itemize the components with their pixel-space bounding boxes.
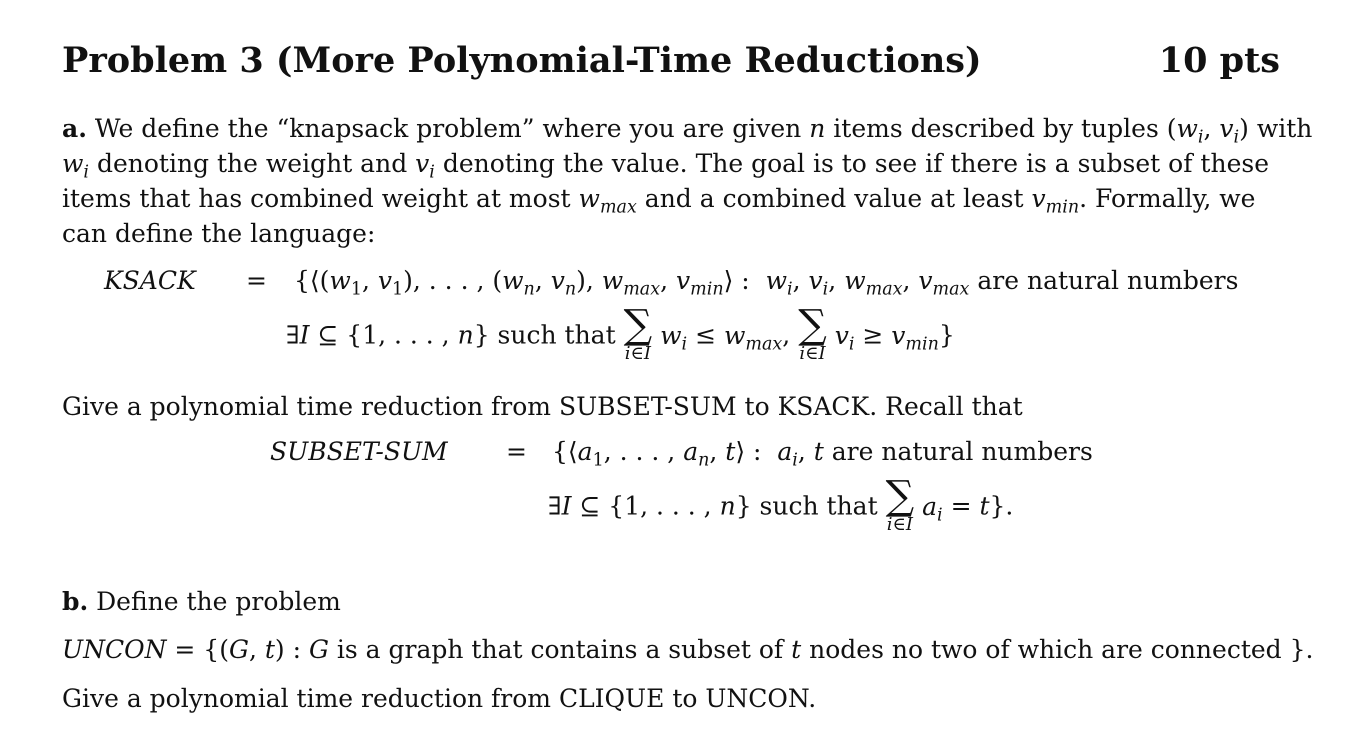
text: . Formally, we [1079, 184, 1256, 213]
subset-sum-line-2: ∃I ⊆ {1, . . . , n} such that ∑ i∈I $a_i = t$}. [548, 473, 1014, 535]
ksack-set-line-2: ∃I ⊆ {1, . . . , n} such that ∑ i∈I $w_i \le w_{max}$, ∑ i∈I $v_i \ge v_{min}$} [286, 302, 955, 364]
part-a-line-2: $w_i$ denoting the weight and $v_i$ denoting the value. The goal is to see if there is a subset of these [62, 149, 1269, 183]
part-b-give: Give a polynomial time reduction from CLIQUE to UNCON. [62, 684, 817, 713]
uncon-name: UNCON [62, 635, 167, 664]
text: such that [759, 491, 878, 521]
part-a-label: a. [62, 114, 87, 143]
part-a-line-1: a. We define the “knapsack problem” where you are given n items described by tuples ($w_i$, $v_i$) with [62, 114, 1313, 148]
ksack-name: KSACK [104, 266, 196, 295]
part-b-label: b. [62, 587, 89, 616]
subset-sum-name: SUBSET-SUM [270, 437, 448, 466]
part-a-line-3: items that has combined weight at most $w_{max}$ and a combined value at least $v_{min}$. Formally, we [62, 184, 1256, 218]
sum-symbol: ∑ i∈I [623, 302, 653, 364]
text: is a graph that contains a subset of [328, 635, 792, 664]
sum-symbol: ∑ i∈I [798, 302, 827, 364]
text: items described by tuples ( [825, 114, 1177, 143]
text: are natural numbers [977, 266, 1239, 295]
uncon-definition: UNCON = {(G, t) : G is a graph that contains a subset of t nodes no two of which are connected }. [62, 635, 1314, 664]
text: We define the “knapsack problem” where you are given [86, 114, 810, 143]
problem-title: Problem 3 (More Polynomial-Time Reductions) [62, 40, 982, 81]
text: Define the problem [88, 587, 341, 616]
ksack-equals: = [246, 266, 267, 295]
text: ) with [1239, 114, 1313, 143]
text: denoting the weight and [89, 149, 416, 178]
math-n: n [809, 114, 826, 143]
subset-sum-equals: = [506, 437, 527, 466]
text: such that [497, 320, 616, 350]
text: are natural numbers [831, 437, 1093, 466]
text: nodes no two of which are connected }. [801, 635, 1314, 664]
ksack-set-line-1: {$⟨(w_1$, $v_1$), . . . , ($w_n$, $v_n$), $w_{max}$, $v_{min}⟩$ : $w_i$, $v_i$, $w_{max}$, $v_{max}$ are natural numbers [294, 266, 1239, 300]
part-b-line-1 [62, 584, 341, 619]
sum-symbol: ∑ i∈I [885, 473, 915, 535]
text: and a combined value at least [636, 184, 1032, 213]
part-a-line-4: can define the language: [62, 219, 376, 248]
part-a-give: Give a polynomial time reduction from SUBSET-SUM to KSACK. Recall that [62, 392, 1023, 421]
text: denoting the value. The goal is to see if there is a subset of these [434, 149, 1269, 178]
subset-sum-line-1: {$⟨a_1$, . . . , $a_n$, t⟩ : $a_i$, t are natural numbers [552, 437, 1093, 471]
problem-points: 10 pts [1158, 40, 1280, 81]
text: items that has combined weight at most [62, 184, 579, 213]
math-t: t [791, 635, 802, 664]
